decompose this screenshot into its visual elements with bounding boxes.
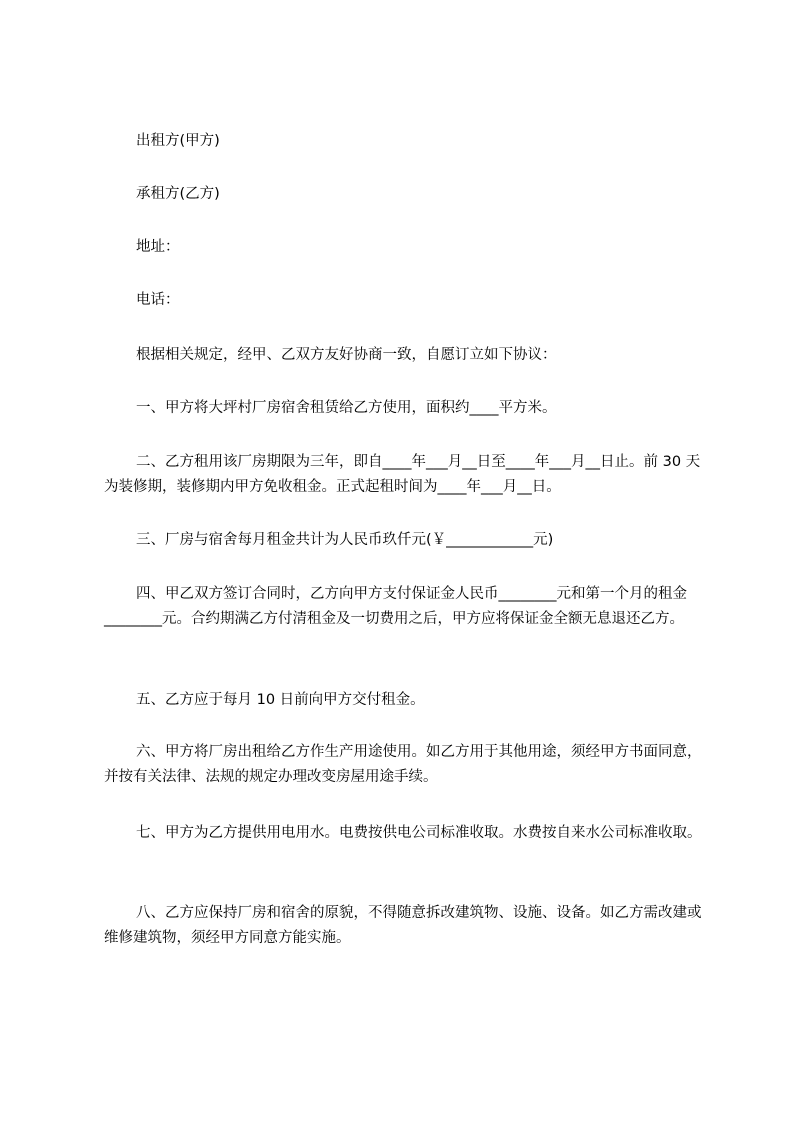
clause-4: 四、甲乙双方签订合同时，乙方向甲方支付保证金人民币________元和第一个月的租金________元。合约期满乙方付清租金及一切费用之后，甲方应将保证金全额无息退还乙方。 bbox=[104, 586, 687, 627]
clause-8: 八、乙方应保持厂房和宿舍的原貌，不得随意拆改建筑物、设施、设备。如乙方需改建或维修建筑物，须经甲方同意方能实施。 bbox=[104, 905, 702, 946]
clause-1: 一、甲方将大坪村厂房宿舍租赁给乙方使用，面积约____平方米。 bbox=[136, 400, 557, 416]
clause-2: 二、乙方租用该厂房期限为三年，即自____年___月__日至____年___月__日止。前 30 天为装修期，装修期内甲方免收租金。正式起租时间为____年___月__日。 bbox=[104, 454, 701, 495]
clause-7: 七、甲方为乙方提供用电用水。电费按供电公司标准收取。水费按自来水公司标准收取。 bbox=[136, 825, 702, 841]
address-line: 地址： bbox=[136, 239, 180, 255]
lessee-line: 承租方(乙方) bbox=[136, 186, 220, 202]
clause-5: 五、乙方应于每月 10 日前向甲方交付租金。 bbox=[136, 692, 425, 708]
clause-6: 六、甲方将厂房出租给乙方作生产用途使用。如乙方用于其他用途，须经甲方书面同意，并按有关法律、法规的规定办理改变房屋用途手续。 bbox=[104, 744, 702, 785]
lessor-line: 出租方(甲方) bbox=[136, 133, 220, 149]
phone-line: 电话： bbox=[136, 292, 180, 308]
clause-3: 三、厂房与宿舍每月租金共计为人民币玖仟元(￥____________元) bbox=[136, 532, 554, 548]
preamble: 根据相关规定，经甲、乙双方友好协商一致，自愿订立如下协议： bbox=[136, 347, 557, 363]
